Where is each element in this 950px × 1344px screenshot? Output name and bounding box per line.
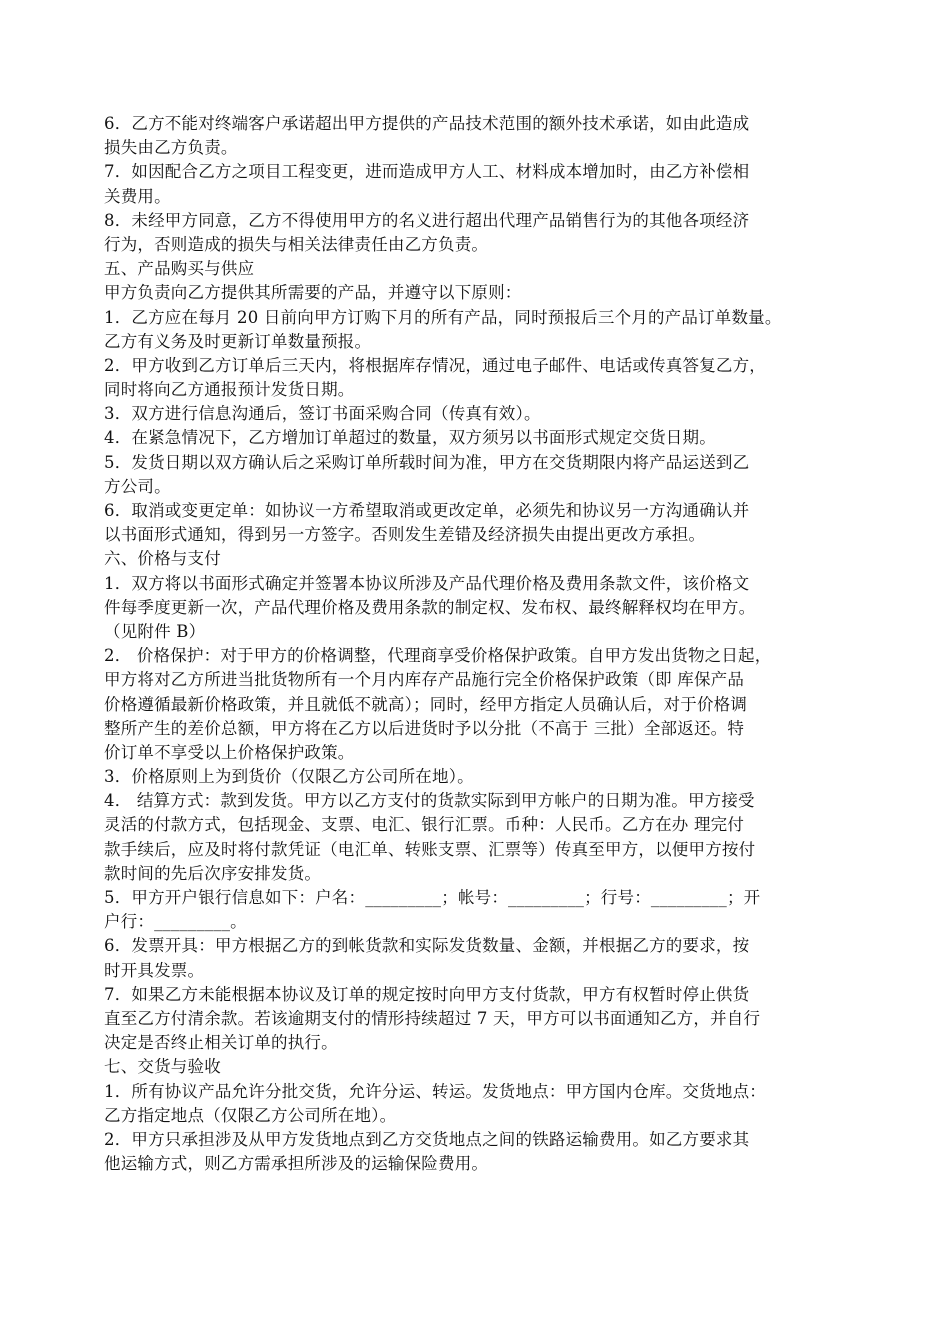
text-line: 4． 结算方式：款到发货。甲方以乙方支付的货款实际到甲方帐户的日期为准。甲方接受 [104, 791, 755, 811]
section-heading: 六、价格与支付 [104, 549, 221, 569]
text-line: 款时间的先后次序安排发货。 [104, 863, 322, 883]
text-line: 以书面形式通知，得到另一方签字。否则发生差错及经济损失由提出更改方承担。 [104, 525, 706, 545]
document-page [104, 112, 844, 1176]
text-line: 甲方负责向乙方提供其所需要的产品，并遵守以下原则： [104, 283, 522, 303]
text-line: 行为，否则造成的损失与相关法律责任由乙方负责。 [104, 234, 489, 254]
text-line: 6．乙方不能对终端客户承诺超出甲方提供的产品技术范围的额外技术承诺，如由此造成 [104, 114, 750, 133]
text-line: 乙方指定地点（仅限乙方公司所在地）。 [104, 1105, 397, 1125]
text-line: 5．甲方开户银行信息如下：户名：_________；帐号：_________；行号：_________；开 [104, 888, 761, 907]
text-line: 件每季度更新一次，产品代理价格及费用条款的制定权、发布权、最终解释权均在甲方。 [104, 597, 756, 617]
text-line: 整所产生的差价总额，甲方将在乙方以后进货时予以分批（不高于 三批）全部返还。特 [104, 718, 745, 738]
text-line: 决定是否终止相关订单的执行。 [104, 1033, 338, 1053]
text-line: 5．发货日期以双方确认后之采购订单所载时间为准，甲方在交货期限内将产品运送到乙 [104, 452, 750, 472]
text-line: 款手续后，应及时将付款凭证（电汇单、转账支票、汇票等）传真至甲方，以便甲方按付 [104, 839, 756, 859]
text-line: 损失由乙方负责。 [104, 138, 238, 158]
text-line: （见附件 B） [104, 621, 206, 641]
text-line: 2．甲方只承担涉及从甲方发货地点到乙方交货地点之间的铁路运输费用。如乙方要求其 [104, 1129, 750, 1149]
text-line: 6．取消或变更定单：如协议一方希望取消或更改定单，必须先和协议另一方沟通确认并 [104, 501, 750, 520]
text-line: 乙方有义务及时更新订单数量预报。 [104, 331, 372, 351]
text-line: 2． 价格保护：对于甲方的价格调整，代理商享受价格保护政策。自甲方发出货物之日起， [104, 646, 772, 666]
section-heading: 七、交货与验收 [104, 1057, 221, 1077]
text-line: 1．乙方应在每月 20 日前向甲方订购下月的所有产品，同时预报后三个月的产品订单数量。 [104, 307, 782, 327]
text-line: 时开具发票。 [104, 960, 205, 980]
text-line: 方公司。 [104, 476, 171, 496]
text-line: 价格遵循最新价格政策，并且就低不就高）；同时，经甲方指定人员确认后，对于价格调 [104, 694, 748, 714]
text-line: 3．价格原则上为到货价（仅限乙方公司所在地）。 [104, 767, 474, 787]
text-line: 同时将向乙方通报预计发货日期。 [104, 380, 355, 400]
text-line: 他运输方式，则乙方需承担所涉及的运输保险费用。 [104, 1154, 489, 1174]
text-line: 直至乙方付清余款。若该逾期支付的情形持续超过 7 天，甲方可以书面通知乙方，并自行 [104, 1008, 761, 1028]
text-line: 灵活的付款方式，包括现金、支票、电汇、银行汇票。币种：人民币。乙方在办 理完付 [104, 815, 745, 835]
text-line: 1．所有协议产品允许分批交货，允许分运、转运。发货地点：甲方国内仓库。交货地点： [104, 1081, 766, 1101]
text-line: 价订单不享受以上价格保护政策。 [104, 742, 355, 762]
text-line: 3．双方进行信息沟通后，签订书面采购合同（传真有效）。 [104, 404, 541, 424]
text-line: 2．甲方收到乙方订单后三天内，将根据库存情况，通过电子邮件、电话或传真答复乙方， [104, 355, 766, 375]
text-line: 6．发票开具：甲方根据乙方的到帐货款和实际发货数量、金额，并根据乙方的要求，按 [104, 936, 750, 956]
text-line: 1．双方将以书面形式确定并签署本协议所涉及产品代理价格及费用条款文件，该价格文 [104, 573, 750, 593]
text-line: 7．如因配合乙方之项目工程变更，进而造成甲方人工、材料成本增加时，由乙方补偿相 [104, 162, 750, 182]
text-line: 7．如果乙方未能根据本协议及订单的规定按时向甲方支付货款，甲方有权暂时停止供货 [104, 984, 750, 1004]
text-line: 户行：_________。 [104, 912, 247, 932]
section-heading: 五、产品购买与供应 [104, 259, 255, 279]
text-line: 甲方将对乙方所进当批货物所有一个月内库存产品施行完全价格保护政策（即 库保产品 [104, 670, 745, 690]
text-line: 8．未经甲方同意，乙方不得使用甲方的名义进行超出代理产品销售行为的其他各项经济 [104, 210, 750, 230]
text-line: 关费用。 [104, 186, 171, 206]
text-line: 4．在紧急情况下，乙方增加订单超过的数量，双方须另以书面形式规定交货日期。 [104, 428, 716, 448]
